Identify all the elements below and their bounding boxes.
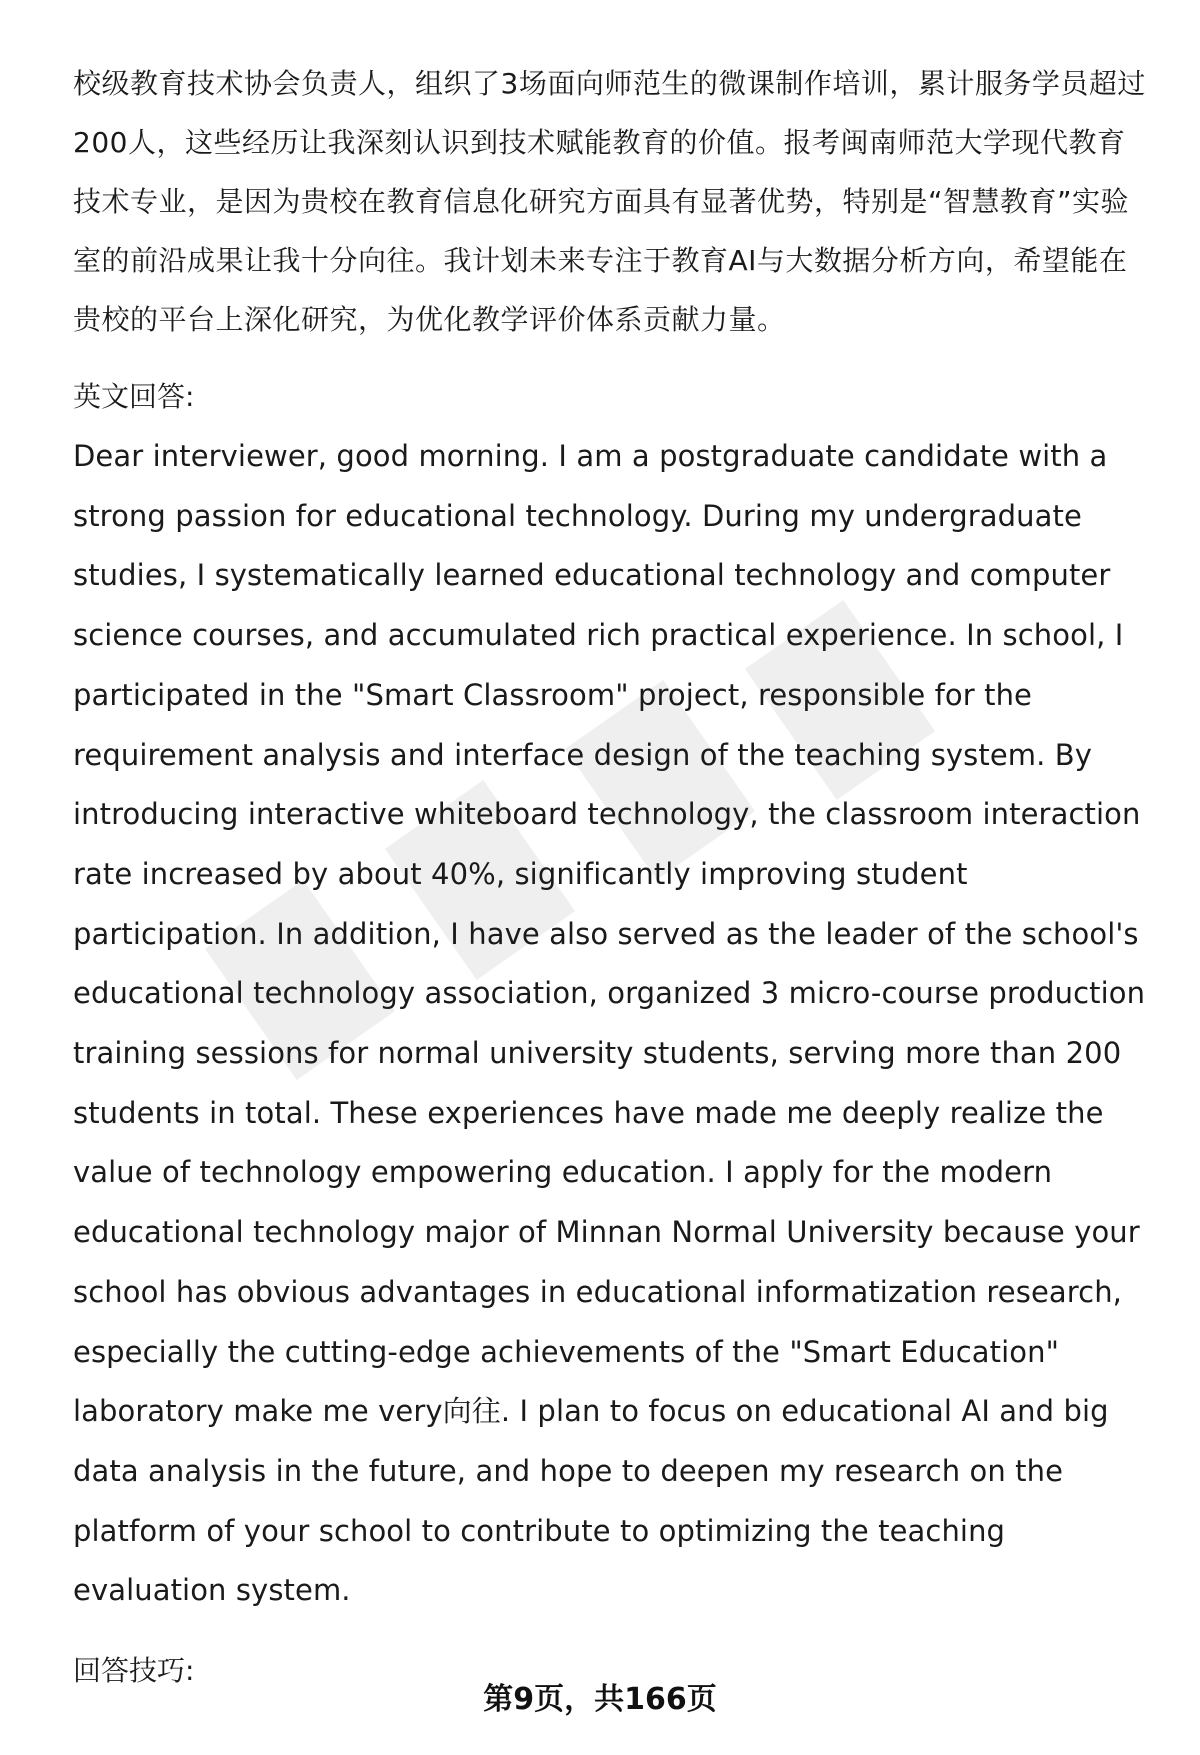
chinese-answer-paragraph: 校级教育技术协会负责人，组织了3场面向师范生的微课制作培训，累计服务学员超过200人，这些经历让我深刻认识到技术赋能教育的价值。报考闽南师范大学现代教育技术专业，是因为贵校在教育信息化研究方面具有显著优势，特别是“智慧教育”实验室的前沿成果让我十分向往。我计划未来专注于教育AI与大数据分析方向，希望能在贵校的平台上深化研究，为优化教学评价体系贡献力量。 — [73, 67, 1146, 336]
english-answer-paragraph: Dear interviewer, good morning. I am a postgraduate candidate with a strong passion for educational technology. During my undergraduate studies, I systematically learned educational technology and computer science courses, and accumulated rich practical experience. In school, I participated in the "Smart Classroom" project, responsible for the requirement analysis and interface design of the teaching system. By introducing interactive whiteboard technology, the classroom interaction rate increased by about 40%, significantly improving student participation. In addition, I have also served as the leader of the school's educational technology association, organized 3 micro-course production training sessions for normal university students, serving more than 200 students in total. These experiences have made me deeply realize the value of technology empowering education. I apply for the modern educational technology major of Minnan Normal University because your school has obvious advantages in educational informatization research, especially the cutting-edge achievements of the "Smart Education" laboratory make me very向往. I plan to focus on educational AI and big data analysis in the future, and hope to deepen my research on the platform of your school to contribute to optimizing the teaching evaluation system. — [73, 439, 1146, 1608]
answer-tips-label: 回答技巧: — [73, 1654, 195, 1688]
english-answer-label: 英文回答: — [73, 380, 195, 413]
page-indicator: 第9页，共166页 — [483, 1682, 717, 1717]
document-body — [73, 54, 1148, 1691]
